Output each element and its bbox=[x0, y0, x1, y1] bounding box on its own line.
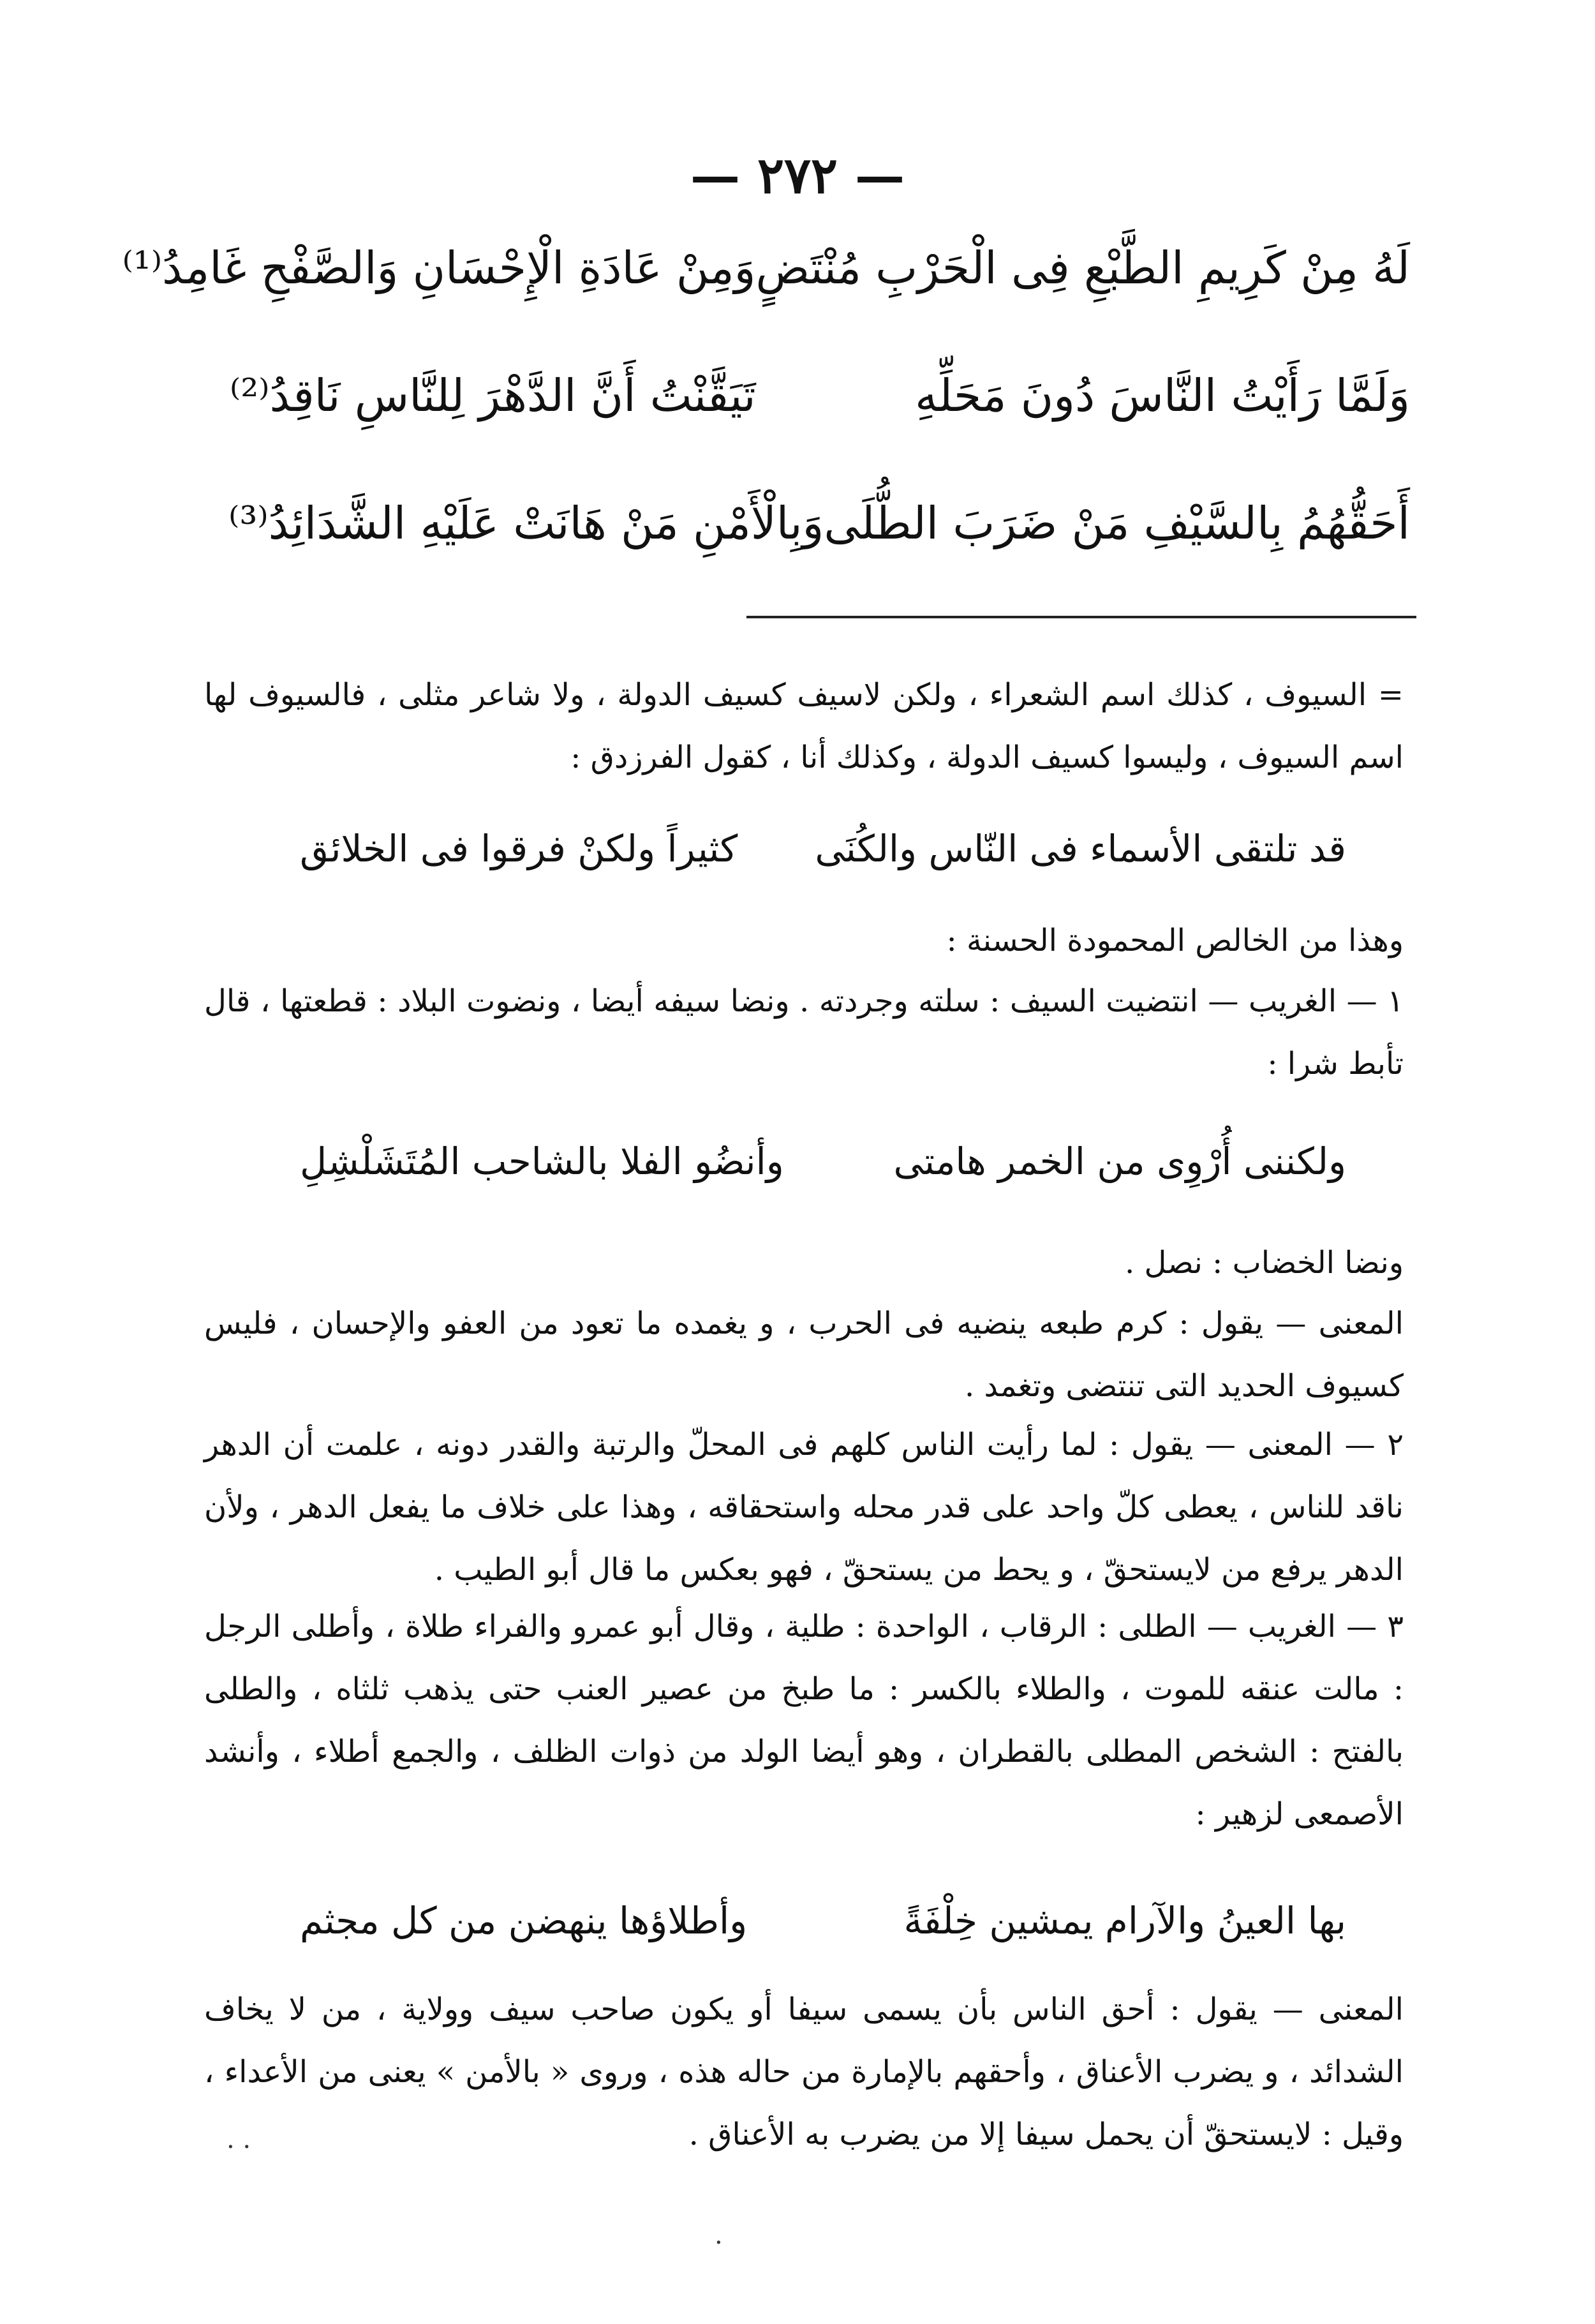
footnote-divider bbox=[746, 616, 1416, 618]
footnote-3-gloss: ٣ — الغريب — الطلى : الرقاب ، الواحدة : طلية ، وقال أبو عمرو والفراء طلاة ، وأطلى الرجل : مالت عنقه للموت ، والطلاء بالكسر : ما طبخ من عصير العنب حتى يذهب ثلثاه ، والطلى بالفتح : الشخص المطلى بالقطران ، وهو أيضا الولد من ذوات الظلف ، والجمع أطلاء ، وأنشد الأصمعى لزهير : bbox=[204, 1609, 1404, 1832]
stray-marks: . . bbox=[226, 2125, 251, 2154]
quoted-verse-3-second: وأطلاؤها ينهضن من كل مجثم bbox=[300, 1899, 748, 1942]
quoted-verse-farazdaq bbox=[300, 801, 1346, 897]
poem-verse-1 bbox=[122, 220, 1410, 316]
verse-1-first-hemistich: لَهُ مِنْ كَرِيمِ الطَّبْعِ فِى الْحَرْبِ مُنْتَضٍ bbox=[755, 242, 1410, 294]
quoted-verse-1-first: قد تلتقى الأسماء فى النّاس والكُنَى bbox=[815, 827, 1346, 870]
quoted-verse-1-second: كثيراً ولكنْ فرقوا فى الخلائق bbox=[300, 827, 738, 870]
quoted-verse-3-first: بها العينُ والآرام يمشين خِلْفَةً bbox=[903, 1899, 1346, 1942]
footnote-3-meaning: المعنى — يقول : أحق الناس بأن يسمى سيفا أو يكون صاحب سيف وولاية ، من لا يخاف الشدائد ، و يضرب الأعناق ، وأحقهم بالإمارة من حاله هذه ، وروى « بالأمن » يعنى من الأعداء ، وقيل : لايستحقّ أن يحمل سيفا إلا من يضرب به الأعناق . bbox=[204, 1992, 1404, 2152]
quoted-verse-taabbata-sharran bbox=[300, 1114, 1346, 1209]
verse-3-first-hemistich: أَحَقُّهُمُ بِالسَّيْفِ مَنْ ضَرَبَ الطُّلَى bbox=[824, 497, 1410, 549]
verse-2-second-hemistich: تَيَقَّنْتُ أَنَّ الدَّهْرَ لِلنَّاسِ نَاقِدُ⁽²⁾ bbox=[230, 369, 756, 422]
quoted-verse-zuhayr bbox=[300, 1873, 1346, 1969]
commentary-paragraph-2: وهذا من الخالص المحمودة الحسنة : bbox=[946, 923, 1404, 958]
verse-3-second-hemistich: وَبِالْأَمْنِ مَنْ هَانَتْ عَلَيْهِ الشَّدَائِدُ⁽³⁾ bbox=[228, 497, 824, 549]
footnote-1-gloss: ١ — الغريب — انتضيت السيف : سلته وجردته . ونضا سيفه أيضا ، ونضوت البلاد : قطعتها ، قال تأبط شرا : bbox=[204, 983, 1404, 1082]
quoted-verse-2-first: ولكننى أُرْوِى من الخمر هامتى bbox=[893, 1140, 1346, 1183]
verse-1-second-hemistich: وَمِنْ عَادَةِ الْإِحْسَانِ وَالصَّفْحِ غَامِدُ⁽¹⁾ bbox=[122, 242, 756, 294]
quoted-verse-2-second: وأنضُو الفلا بالشاحب المُتَشَلْشِلِ bbox=[300, 1140, 784, 1183]
verse-2-first-hemistich: وَلَمَّا رَأَيْتُ النَّاسَ دُونَ مَحَلِّهِ bbox=[915, 369, 1410, 422]
poem-verse-2 bbox=[230, 348, 1410, 443]
poem-verse-3 bbox=[230, 475, 1410, 571]
commentary-paragraph-1: = السيوف ، كذلك اسم الشعراء ، ولكن لاسيف كسيف الدولة ، ولا شاعر مثلى ، فالسيوف لها اسم السيوف ، وليسوا كسيف الدولة ، وكذلك أنا ، كقول الفرزدق : bbox=[204, 677, 1404, 775]
footnote-1-meaning: المعنى — يقول : كرم طبعه ينضيه فى الحرب ، و يغمده ما تعود من العفو والإحسان ، فليس كسيوف الحديد التى تنتضى وتغمد . bbox=[204, 1306, 1404, 1404]
bottom-mark: . bbox=[715, 2221, 723, 2250]
footnote-2-meaning: ٢ — المعنى — يقول : لما رأيت الناس كلهم فى المحلّ والرتبة والقدر دونه ، علمت أن الدهر ناقد للناس ، يعطى كلّ واحد على قدر محله واستحقاقه ، وهذا على خلاف ما يفعل الدهر ، ولأن الدهر يرفع من لايستحقّ ، و يحط من يستحقّ ، فهو بعكس ما قال أبو الطيب . bbox=[204, 1427, 1404, 1588]
page-number: — ٢٧٢ — bbox=[690, 147, 905, 205]
commentary-paragraph-4: ونضا الخضاب : نصل . bbox=[1125, 1245, 1404, 1281]
